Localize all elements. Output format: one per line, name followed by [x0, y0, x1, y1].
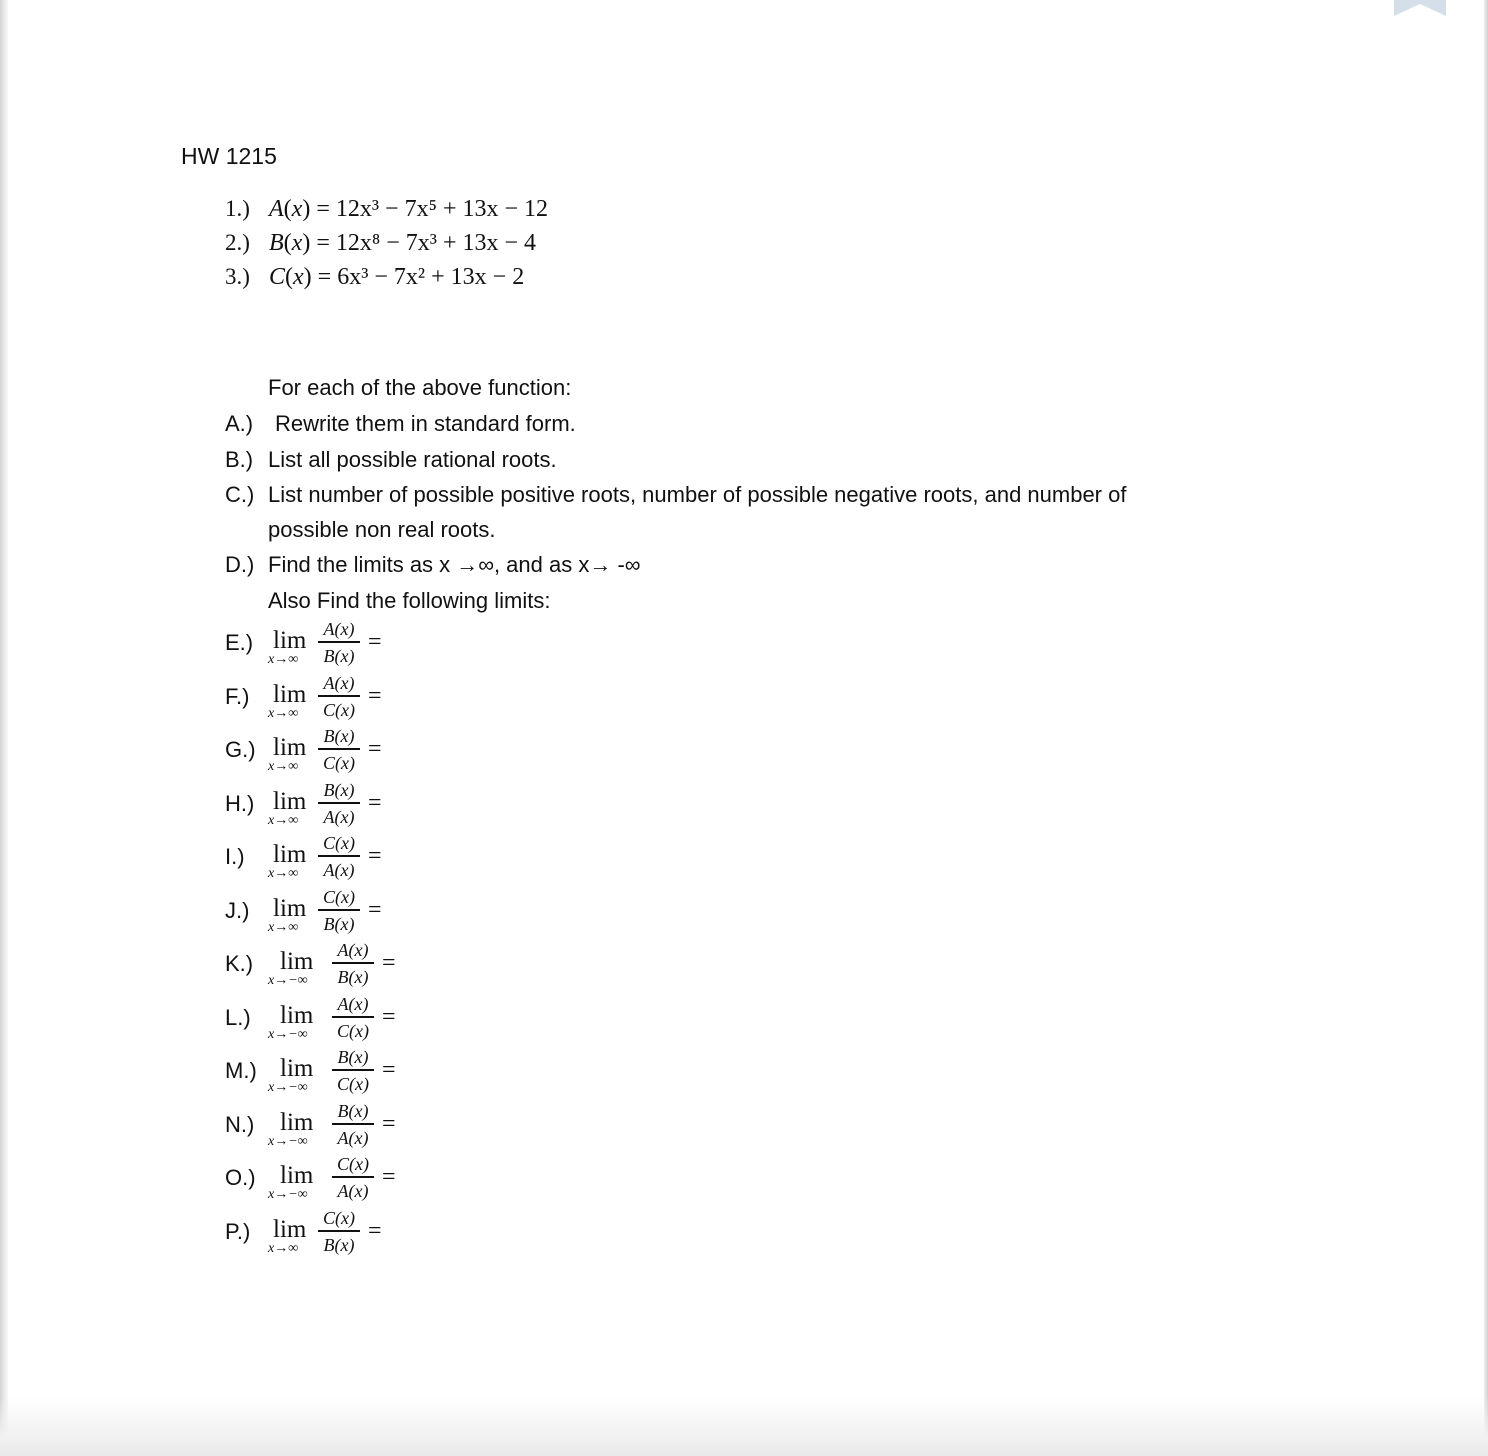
function-name: C — [269, 264, 286, 290]
task-label: D.) — [225, 552, 255, 577]
lim-subscript: x→−∞ — [268, 1187, 308, 1202]
lim-operator: lim — [280, 1001, 314, 1029]
fraction-bar — [332, 1069, 374, 1071]
fraction-bar — [318, 802, 360, 804]
task-text-continued: possible non real roots. — [268, 517, 496, 542]
lim-operator: lim — [273, 894, 307, 922]
equals-sign: = — [382, 1110, 396, 1137]
lim-subscript: x→∞ — [268, 1240, 299, 1256]
fraction-denominator: C(x) — [337, 1020, 369, 1041]
lim-subscript: x→∞ — [268, 866, 299, 881]
lim-subscript: x→−∞ — [268, 1133, 308, 1149]
fraction-denominator: C(x) — [337, 1074, 369, 1094]
limit-label: N.) — [225, 1111, 255, 1137]
function-rhs: 12x³ − 7x⁵ + 13x − 12 — [335, 196, 549, 222]
limit-label: G.) — [225, 737, 256, 762]
limit-label: L.) — [225, 1004, 251, 1030]
lim-operator: lim — [273, 841, 307, 868]
fraction-bar — [318, 695, 360, 697]
function-definition — [225, 196, 548, 230]
fraction — [316, 618, 362, 667]
fraction-denominator: B(x) — [323, 913, 355, 934]
lim-operator: lim — [280, 948, 314, 975]
lim-operator: lim — [280, 1055, 314, 1082]
fraction-numerator: B(x) — [337, 1100, 369, 1121]
function-equation: B(x) = 12x⁸ − 7x³ + 13x − 4 — [269, 230, 537, 256]
limits-intro: Also Find the following limits: — [268, 588, 551, 613]
lim-operator: lim — [280, 1162, 314, 1189]
fraction-numerator: A(x) — [337, 940, 369, 960]
fraction-numerator: B(x) — [337, 1047, 369, 1067]
task-text: List all possible rational roots. — [268, 447, 557, 472]
fraction — [330, 1153, 376, 1202]
limit-label: K.) — [225, 951, 254, 976]
equals-sign: = — [368, 896, 382, 923]
fraction-bar — [332, 1176, 374, 1178]
fraction-numerator: A(x) — [323, 672, 355, 693]
fraction-denominator: A(x) — [323, 806, 355, 827]
equals-sign: = — [382, 1057, 396, 1083]
limit-label: P.) — [225, 1218, 251, 1244]
lim-subscript: x→∞ — [268, 812, 299, 828]
limit-label: H.) — [225, 790, 255, 816]
lim-operator: lim — [273, 787, 307, 815]
lim-subscript: x→∞ — [268, 705, 299, 721]
task-text: List number of possible positive roots, number of possible negative roots, and number of — [268, 482, 1127, 507]
function-equation: A(x) = 12x³ − 7x⁵ + 13x − 12 — [269, 196, 549, 222]
fraction-denominator: B(x) — [337, 967, 369, 987]
fraction-bar — [332, 1016, 374, 1018]
function-name: B — [269, 230, 284, 256]
fraction-numerator: B(x) — [323, 779, 355, 800]
fraction-denominator: A(x) — [337, 1127, 369, 1148]
function-rhs: 12x⁸ − 7x³ + 13x − 4 — [335, 230, 537, 256]
fraction-denominator: A(x) — [323, 860, 355, 880]
lim-operator: lim — [273, 1215, 307, 1243]
fraction-bar — [318, 641, 360, 643]
limit-label: O.) — [225, 1165, 256, 1190]
equals-sign: = — [368, 843, 382, 869]
fraction-bar — [332, 962, 374, 964]
task-label: B.) — [225, 447, 254, 472]
fraction-numerator: B(x) — [323, 726, 355, 746]
fraction-denominator: B(x) — [323, 646, 355, 666]
limit-label: J.) — [225, 897, 250, 923]
limit-label: F.) — [225, 683, 250, 709]
task-text: Find the limits as x →∞, and as x→ -∞ — [268, 552, 641, 577]
equals-sign: = — [368, 789, 382, 816]
limit-label: I.) — [225, 844, 245, 869]
instructions-intro: For each of the above function: — [268, 375, 572, 400]
lim-operator: lim — [273, 627, 307, 654]
function-definition — [225, 230, 536, 264]
lim-subscript: x→−∞ — [268, 1026, 308, 1042]
function-definition — [225, 264, 524, 298]
fraction — [316, 779, 362, 828]
lim-operator: lim — [273, 734, 307, 761]
fraction-numerator: C(x) — [323, 1207, 355, 1228]
lim-subscript: x→−∞ — [268, 1080, 308, 1095]
fraction-bar — [318, 748, 360, 750]
fraction — [316, 886, 362, 935]
equals-sign: = — [368, 629, 382, 655]
limit-label: M.) — [225, 1058, 257, 1083]
fraction — [316, 672, 362, 721]
task-label: A.) — [225, 411, 254, 436]
function-number: 3.) — [225, 264, 250, 289]
lim-subscript: x→−∞ — [268, 973, 308, 988]
fraction — [330, 1100, 376, 1149]
page-title: HW 1215 — [181, 143, 277, 169]
lim-subscript: x→∞ — [268, 652, 299, 667]
fraction-numerator: C(x) — [323, 833, 355, 853]
fraction-bar — [318, 855, 360, 857]
function-number: 2.) — [225, 230, 250, 255]
lim-operator: lim — [273, 680, 307, 708]
equals-sign: = — [368, 682, 382, 709]
equals-sign: = — [368, 736, 382, 762]
equals-sign: = — [382, 1164, 396, 1190]
fraction — [330, 1046, 376, 1095]
lim-subscript: x→∞ — [268, 919, 299, 935]
function-number: 1.) — [225, 196, 250, 221]
fraction-bar — [318, 909, 360, 911]
equals-sign: = — [382, 950, 396, 976]
fraction — [316, 1207, 362, 1256]
equals-sign: = — [368, 1217, 382, 1244]
fraction-denominator: C(x) — [323, 753, 355, 773]
fraction — [316, 725, 362, 774]
function-equation: C(x) = 6x³ − 7x² + 13x − 2 — [269, 264, 525, 290]
fraction-bar — [318, 1230, 360, 1232]
fraction-numerator: C(x) — [323, 886, 355, 907]
fraction-bar — [332, 1123, 374, 1125]
viewer-bottom-shadow — [0, 1396, 1488, 1456]
fraction-denominator: B(x) — [323, 1234, 355, 1255]
fraction-numerator: A(x) — [323, 619, 355, 639]
function-rhs: 6x³ − 7x² + 13x − 2 — [337, 264, 525, 290]
task-text: Rewrite them in standard form. — [275, 411, 576, 436]
lim-operator: lim — [280, 1108, 314, 1136]
task-label: C.) — [225, 482, 255, 507]
fraction-denominator: C(x) — [323, 699, 355, 720]
fraction-numerator: C(x) — [337, 1154, 369, 1174]
fraction-denominator: A(x) — [337, 1181, 369, 1201]
fraction — [330, 939, 376, 988]
fraction — [330, 993, 376, 1042]
limit-label: E.) — [225, 630, 254, 655]
function-name: A — [269, 196, 284, 222]
fraction-numerator: A(x) — [337, 993, 369, 1014]
lim-subscript: x→∞ — [268, 759, 299, 774]
equals-sign: = — [382, 1003, 396, 1030]
fraction — [316, 832, 362, 881]
